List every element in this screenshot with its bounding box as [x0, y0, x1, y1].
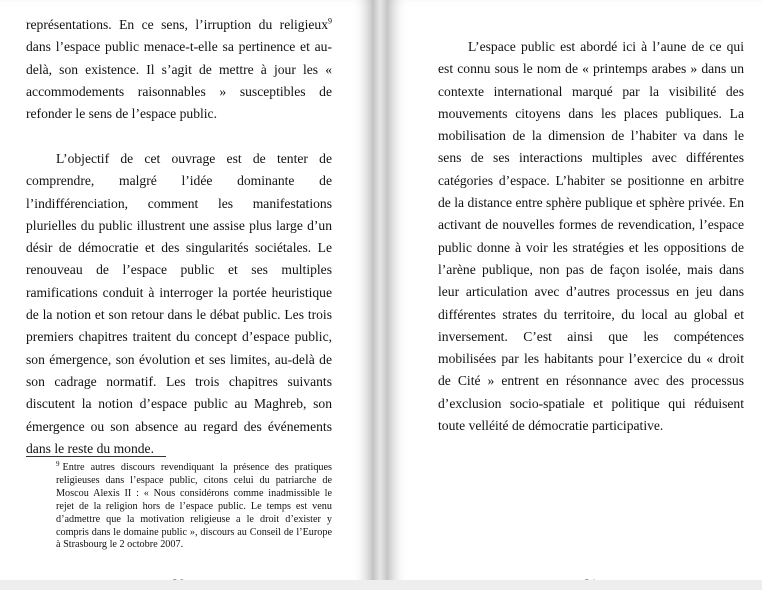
footnote-separator	[26, 456, 166, 457]
bottom-edge	[0, 580, 762, 590]
right-page	[388, 0, 762, 590]
left-paragraph-1-text: représentations. En ce sens, l’irruption du religieux	[26, 17, 328, 32]
footnote	[56, 459, 332, 552]
left-page	[0, 0, 372, 590]
footnote-number: 9	[56, 459, 60, 468]
left-paragraph-1	[26, 14, 332, 125]
right-paragraph-1: L’espace public est abordé ici à l’aune de ce qui est connu sous le nom de « printemps arabes » dans un contexte international marqué par la visibilité des mouvements citoyens dans les places publiques. La mobilisation de la dimension de l’habiter va dans le sens de ses interactions multiples avec différentes catégories d’espace. L’habiter se positionne en arbitre de la distance entre sphère publique et sphère privée. En activant de nouvelles formes de revendication, l’espace public donne à voir les stratégies et les oppositions de l’arène publique, non pas de façon isolée, mais dans leur articulation avec d’autres processus en jeu dans différentes strates du territoire, du local au global et inversement. C’est ainsi que les compétences mobilisées par les habitants pour l’exercice du « droit de Cité » entrent en résonnance avec des processus d’exclusion socio-spatiale et politique qui réduisent toute velléité de démocratie participative.	[438, 39, 744, 434]
left-paragraph-1-continuation: dans l’espace public menace-t-elle sa pertinence et au-delà, son existence. Il s’agit de mettre à jour les « accommodements raisonnables » susceptibles de refonder le sens de l’espace public.	[26, 39, 332, 122]
book-gutter	[372, 0, 388, 590]
footnote-reference[interactable]: 9	[328, 16, 332, 26]
left-paragraph-2: L’objectif de cet ouvrage est de tenter de comprendre, malgré l’idée dominante de l’indifférenciation, comment les manifestations plurielles du public illustrent une assise plus large d’un désir de démocratie et des singularités sociétales. Le renouveau de l’espace public et ses multiples ramifications conduit à interroger la portée heuristique de la notion et son retour dans le débat public. Les trois premiers chapitres traitent du concept d’espace public, son émergence, son évolution et ses limites, au-delà de son cadrage normatif. Les trois chapitres suivants discutent la notion d’espace public au Maghreb, son émergence ou son absence au regard des événements dans le reste du monde.	[26, 151, 332, 456]
footnote-text: Entre autres discours revendiquant la présence des pratiques religieuses dans l’espace public, citons celui du patriarche de Moscou Alexis II : « Nous considérons comme inadmissible le rejet de la religion hors de l’espace public. Le temps est venu d’admettre que la motivation religieuse a le droit d’exister y compris dans le domaine public », discours au Conseil de l’Europe à Strasbourg le 2 octobre 2007.	[56, 462, 332, 551]
